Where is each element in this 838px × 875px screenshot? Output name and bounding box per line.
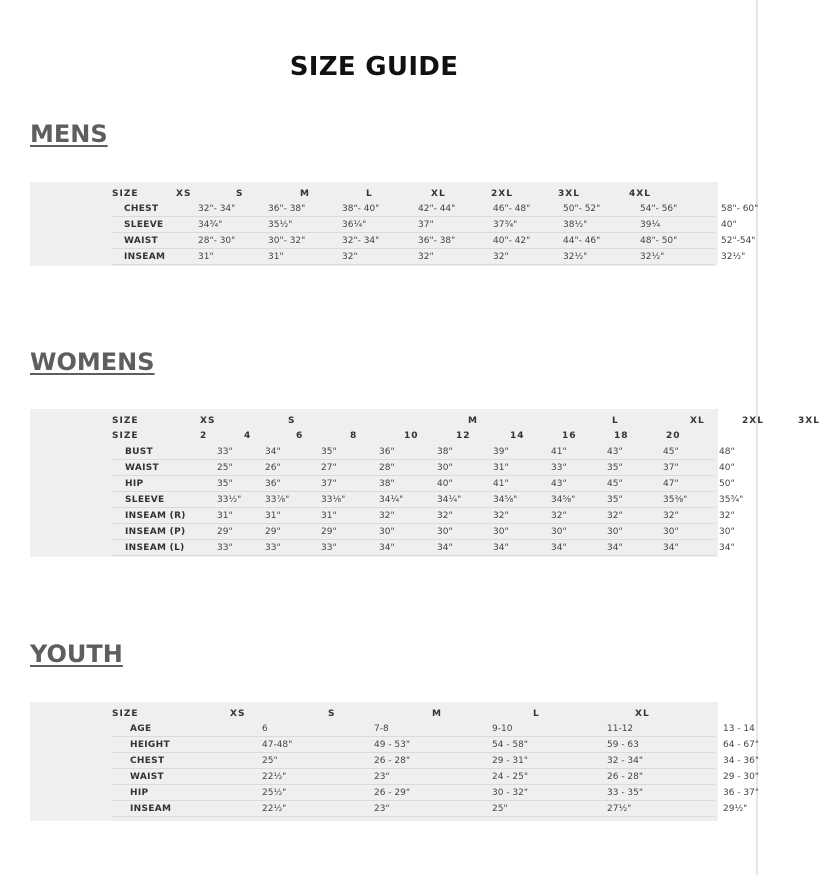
table-cell: 33" (551, 463, 567, 473)
table-cell: 45" (663, 447, 679, 457)
table-cell: 31" (198, 252, 214, 262)
table-row (112, 460, 735, 476)
table-cell: 50" (719, 479, 735, 489)
table-cell: 31" (268, 252, 284, 262)
table-cell: 52"-54" (721, 236, 756, 246)
table-row (112, 492, 744, 508)
size-group-header: S (288, 415, 296, 426)
table-cell: 32"- 34" (198, 204, 236, 214)
row-label: SLEEVE (125, 495, 165, 505)
table-cell: 32" (719, 511, 735, 521)
table-cell: 34¾" (198, 220, 223, 230)
table-cell: 37¾" (493, 220, 518, 230)
table-cell: 32" (342, 252, 358, 262)
table-cell: 27½" (607, 804, 632, 814)
table-cell: 13 - 14 (723, 724, 755, 734)
table-cell: 34⅝" (493, 495, 518, 505)
size-group-header: 3XL (798, 415, 820, 426)
table-cell: 36" (265, 479, 281, 489)
table-row (112, 769, 760, 785)
table-row (112, 540, 735, 556)
table-cell: 39¼ (640, 220, 661, 230)
table-cell: 38" (379, 479, 395, 489)
size-column-header: M (432, 708, 442, 719)
table-row (112, 508, 735, 524)
table-cell: 45" (607, 479, 623, 489)
row-label: WAIST (130, 772, 164, 782)
row-label: BUST (125, 447, 153, 457)
row-label: CHEST (130, 756, 165, 766)
size-column-header: XL (635, 708, 650, 719)
table-cell: 40" (437, 479, 453, 489)
row-label: INSEAM (P) (125, 527, 186, 537)
youth-size-table (30, 702, 760, 821)
size-number-header: 14 (510, 431, 525, 441)
table-cell: 25" (262, 756, 278, 766)
row-label: AGE (130, 724, 152, 734)
table-cell: 26 - 28" (607, 772, 644, 782)
table-cell: 37" (663, 463, 679, 473)
table-row (112, 217, 737, 233)
table-cell: 35" (217, 479, 233, 489)
table-cell: 64 - 67" (723, 740, 760, 750)
table-cell: 33" (217, 543, 233, 553)
table-cell: 6 (262, 724, 268, 734)
table-cell: 33" (217, 447, 233, 457)
size-column-header: S (328, 708, 336, 719)
womens-heading: WOMENS (30, 348, 155, 376)
size-column-header: 3XL (558, 188, 580, 199)
youth-heading: YOUTH (30, 640, 123, 668)
table-cell: 36" (379, 447, 395, 457)
size-group-header: XL (690, 415, 705, 426)
table-cell: 32½" (563, 252, 588, 262)
table-row (112, 785, 760, 801)
table-cell: 29 - 30" (723, 772, 760, 782)
table-cell: 36 - 37" (723, 788, 760, 798)
table-cell: 46"- 48" (493, 204, 531, 214)
table-cell: 34 - 36" (723, 756, 760, 766)
table-cell: 30" (493, 527, 509, 537)
table-cell: 29½" (723, 804, 748, 814)
table-cell: 42"- 44" (418, 204, 456, 214)
table-cell: 35" (607, 495, 623, 505)
size-number-header: 8 (350, 431, 358, 441)
table-cell: 32"- 34" (342, 236, 380, 246)
table-cell: 41" (551, 447, 567, 457)
table-cell: 32" (663, 511, 679, 521)
table-cell: 35¾" (719, 495, 744, 505)
table-cell: 29" (217, 527, 233, 537)
page-title: SIZE GUIDE (289, 52, 459, 82)
size-group-header: L (612, 415, 619, 426)
table-cell: 33⅞" (265, 495, 290, 505)
table-cell: 27" (321, 463, 337, 473)
table-row (112, 476, 735, 492)
table-cell: 30" (719, 527, 735, 537)
table-cell: 30" (437, 527, 453, 537)
table-cell: 23" (374, 804, 390, 814)
row-label: INSEAM (124, 252, 166, 262)
size-group-header: 2XL (742, 415, 764, 426)
table-cell: 31" (493, 463, 509, 473)
table-cell: 31" (321, 511, 337, 521)
table-cell: 30" (607, 527, 623, 537)
row-divider (112, 264, 715, 265)
table-cell: 48" (719, 447, 735, 457)
table-cell: 26 - 28" (374, 756, 411, 766)
table-cell: 33" (265, 543, 281, 553)
table-cell: 32" (607, 511, 623, 521)
row-label: HEIGHT (130, 740, 170, 750)
table-cell: 32½" (640, 252, 665, 262)
size-number-header: 6 (296, 431, 304, 441)
table-cell: 28" (379, 463, 395, 473)
table-cell: 36"- 38" (268, 204, 306, 214)
table-cell: 26" (265, 463, 281, 473)
size-column-header: M (300, 188, 310, 199)
table-cell: 32" (493, 252, 509, 262)
womens-table-grid (112, 413, 820, 556)
table-cell: 34" (437, 543, 453, 553)
row-divider (112, 816, 715, 817)
table-cell: 54 - 58" (492, 740, 529, 750)
table-row (112, 801, 748, 817)
size-header-label: SIZE (112, 431, 139, 441)
table-cell: 34" (719, 543, 735, 553)
table-cell: 44"- 46" (563, 236, 601, 246)
mens-heading: MENS (30, 120, 108, 148)
table-cell: 31" (265, 511, 281, 521)
table-cell: 22½" (262, 804, 287, 814)
size-number-header: 18 (614, 431, 629, 441)
table-cell: 33½" (217, 495, 242, 505)
table-cell: 34" (551, 543, 567, 553)
table-cell: 33" (321, 543, 337, 553)
table-cell: 25½" (262, 788, 287, 798)
size-column-header: XS (176, 188, 192, 199)
size-column-header: L (533, 708, 540, 719)
table-cell: 36¼" (342, 220, 367, 230)
table-cell: 7-8 (374, 724, 389, 734)
table-cell: 25" (217, 463, 233, 473)
table-cell: 24 - 25" (492, 772, 529, 782)
size-number-header: 10 (404, 431, 419, 441)
size-number-header: 20 (666, 431, 681, 441)
womens-size-table (30, 409, 820, 557)
table-cell: 32 - 34" (607, 756, 644, 766)
size-header-label: SIZE (112, 415, 139, 426)
table-cell: 34¼" (437, 495, 462, 505)
header-row (112, 186, 715, 201)
table-cell: 34" (607, 543, 623, 553)
table-cell: 25" (492, 804, 508, 814)
table-cell: 34⅝" (551, 495, 576, 505)
table-cell: 49 - 53" (374, 740, 411, 750)
size-group-header: M (468, 415, 478, 426)
table-cell: 34" (663, 543, 679, 553)
row-label: WAIST (124, 236, 158, 246)
table-cell: 43" (551, 479, 567, 489)
size-column-header: L (366, 188, 373, 199)
header-row (112, 706, 715, 721)
size-number-header: 2 (200, 431, 208, 441)
table-cell: 38"- 40" (342, 204, 380, 214)
table-cell: 32" (379, 511, 395, 521)
size-header-label: SIZE (112, 708, 139, 719)
size-number-header: 4 (244, 431, 252, 441)
table-cell: 32" (493, 511, 509, 521)
table-cell: 41" (493, 479, 509, 489)
table-cell: 38½" (563, 220, 588, 230)
row-label: CHEST (124, 204, 159, 214)
table-cell: 30"- 32" (268, 236, 306, 246)
row-label: INSEAM (L) (125, 543, 185, 553)
table-cell: 58"- 60" (721, 204, 759, 214)
table-cell: 34" (379, 543, 395, 553)
youth-table-grid (112, 706, 760, 817)
table-cell: 30" (437, 463, 453, 473)
table-cell: 11-12 (607, 724, 634, 734)
size-group-row (112, 413, 820, 428)
table-cell: 30" (663, 527, 679, 537)
table-row (112, 737, 760, 753)
table-cell: 33 - 35" (607, 788, 644, 798)
table-cell: 59 - 63 (607, 740, 639, 750)
table-cell: 22½" (262, 772, 287, 782)
table-cell: 54"- 56" (640, 204, 678, 214)
size-column-header: XS (230, 708, 246, 719)
table-cell: 29 - 31" (492, 756, 529, 766)
table-row (112, 444, 735, 460)
table-row (112, 201, 759, 217)
table-cell: 48"- 50" (640, 236, 678, 246)
row-label: SLEEVE (124, 220, 164, 230)
table-cell: 29" (265, 527, 281, 537)
table-cell: 36"- 38" (418, 236, 456, 246)
table-cell: 32½" (721, 252, 746, 262)
table-cell: 29" (321, 527, 337, 537)
mens-size-table (30, 182, 759, 266)
table-cell: 37" (418, 220, 434, 230)
table-cell: 37" (321, 479, 337, 489)
size-header-label: SIZE (112, 188, 139, 199)
table-cell: 40"- 42" (493, 236, 531, 246)
row-label: HIP (125, 479, 144, 489)
table-cell: 35⅜" (663, 495, 688, 505)
size-column-header: XL (431, 188, 446, 199)
size-number-header: 16 (562, 431, 577, 441)
table-cell: 35½" (268, 220, 293, 230)
table-cell: 39" (493, 447, 509, 457)
size-column-header: S (236, 188, 244, 199)
row-label: INSEAM (130, 804, 172, 814)
table-cell: 47-48" (262, 740, 293, 750)
row-label: HIP (130, 788, 149, 798)
table-row (112, 753, 760, 769)
table-cell: 38" (437, 447, 453, 457)
table-cell: 40" (721, 220, 737, 230)
table-row (112, 524, 735, 540)
table-cell: 33⅛" (321, 495, 346, 505)
table-cell: 40" (719, 463, 735, 473)
table-cell: 31" (217, 511, 233, 521)
size-number-header: 12 (456, 431, 471, 441)
size-group-header: XS (200, 415, 216, 426)
table-cell: 32" (418, 252, 434, 262)
table-cell: 34¼" (379, 495, 404, 505)
table-row (112, 721, 755, 737)
row-divider (112, 555, 715, 556)
table-cell: 32" (437, 511, 453, 521)
size-column-header: 2XL (491, 188, 513, 199)
table-cell: 28"- 30" (198, 236, 236, 246)
mens-table-grid (112, 186, 759, 265)
table-cell: 26 - 29" (374, 788, 411, 798)
table-cell: 35" (321, 447, 337, 457)
table-cell: 35" (607, 463, 623, 473)
table-cell: 30" (379, 527, 395, 537)
row-label: INSEAM (R) (125, 511, 186, 521)
table-cell: 50"- 52" (563, 204, 601, 214)
table-cell: 34" (493, 543, 509, 553)
table-cell: 43" (607, 447, 623, 457)
table-row (112, 249, 746, 265)
table-cell: 47" (663, 479, 679, 489)
table-cell: 23" (374, 772, 390, 782)
table-cell: 34" (265, 447, 281, 457)
table-cell: 32" (551, 511, 567, 521)
row-label: WAIST (125, 463, 159, 473)
table-cell: 9-10 (492, 724, 513, 734)
size-column-header: 4XL (629, 188, 651, 199)
size-number-row (112, 428, 715, 444)
table-cell: 30 - 32" (492, 788, 529, 798)
table-row (112, 233, 756, 249)
table-cell: 30" (551, 527, 567, 537)
